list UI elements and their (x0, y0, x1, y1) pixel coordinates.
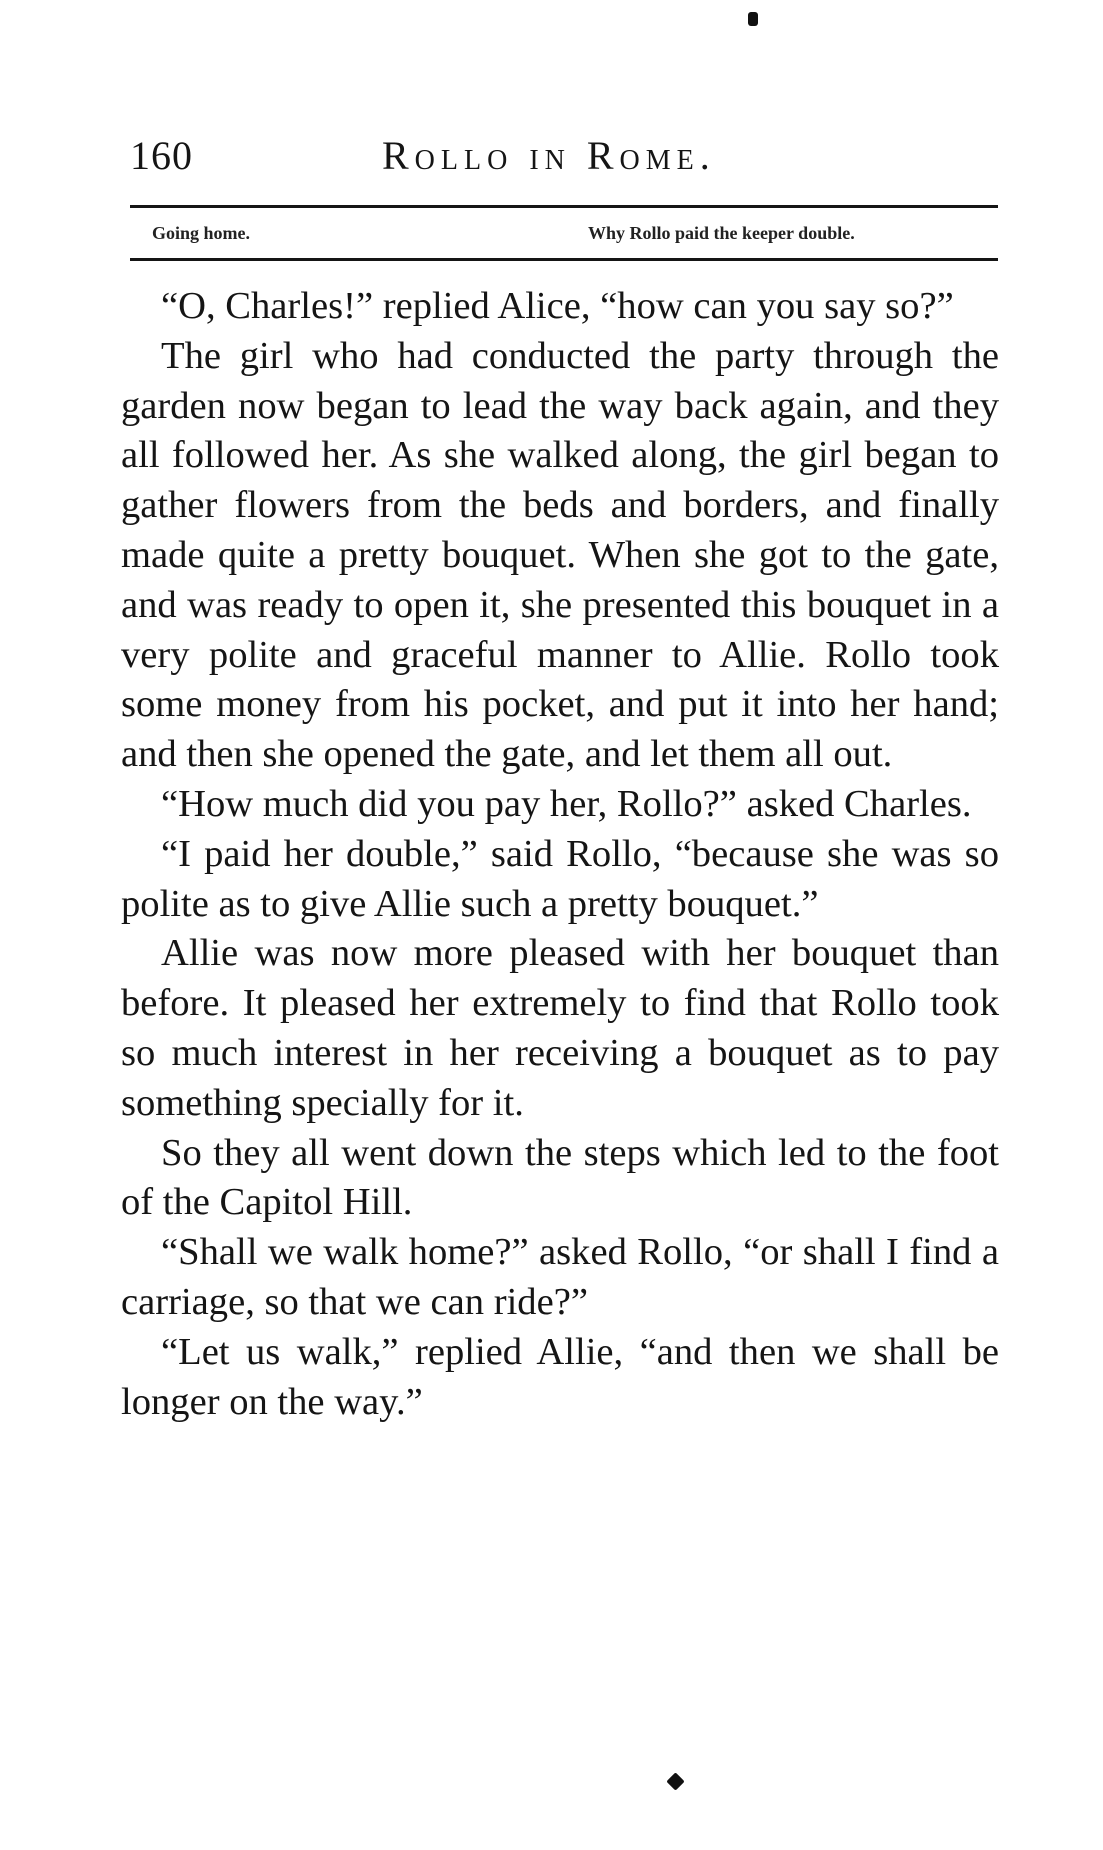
paragraph: “How much did you pay her, Rollo?” asked Charles. (161, 782, 972, 825)
page-number: 160 (130, 133, 193, 178)
header-rule-top (130, 205, 998, 208)
header-rule-bottom (130, 258, 998, 261)
subheading-right: Why Rollo paid the keeper double. (588, 223, 855, 243)
body-text (121, 282, 999, 1427)
paragraph: So they all went down the steps which led to the foot of the Capitol Hill. (121, 1131, 999, 1224)
paragraph: “O, Charles!” replied Alice, “how can you say so?” (161, 285, 954, 327)
paragraph: The girl who had conducted the party through the garden now began to lead the way back again, and they all followed her. As she walked along, the girl began to gather flowers from the beds and borders, and finally made quite a pretty bouquet. When she got to the gate, and was ready to open it, she presented this bouquet in a very polite and graceful manner to Allie. Rollo took some money from his pocket, and put it into her hand; and then she opened the gate, and let them all out. (121, 334, 999, 776)
ink-speck-bottom (666, 1772, 684, 1790)
paragraph: Allie was now more pleased with her bouquet than before. It pleased her extremely to find that Rollo took so much interest in her receiving a bouquet as to pay something specially for it. (121, 932, 999, 1124)
subheading-left: Going home. (152, 223, 251, 243)
paragraph: “I paid her double,” said Rollo, “because she was so polite as to give Allie such a pretty bouquet.” (121, 832, 999, 925)
running-title: Rollo in Rome. (382, 133, 716, 178)
paragraph: “Let us walk,” replied Allie, “and then we shall be longer on the way.” (121, 1330, 999, 1423)
ink-speck-top (748, 12, 758, 26)
paragraph: “Shall we walk home?” asked Rollo, “or shall I find a carriage, so that we can ride?” (121, 1231, 999, 1323)
